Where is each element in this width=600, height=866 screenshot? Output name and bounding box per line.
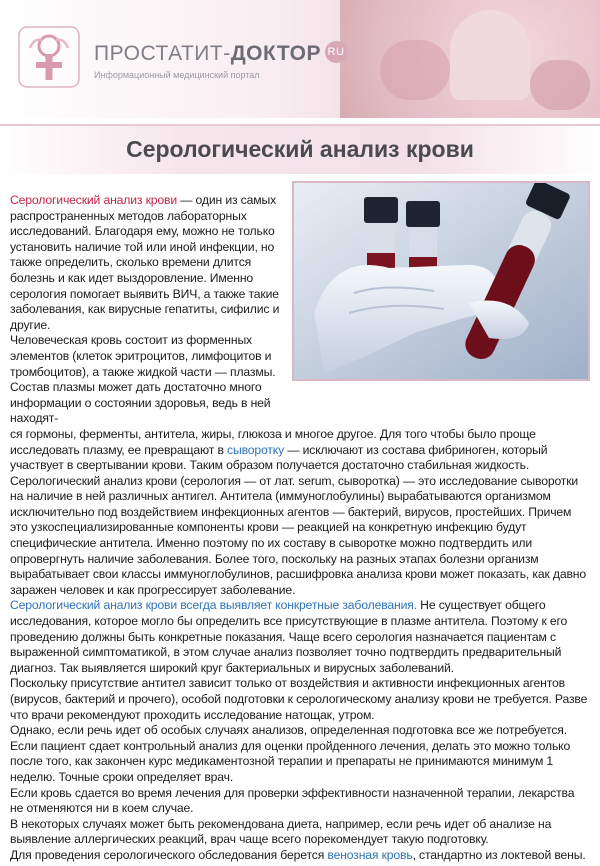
page-title: Серологический анализ крови — [126, 136, 474, 162]
paragraph-text: Не существует общего исследования, которое могло бы определить все присутствующие в плазме антитела. Поэтому к его проведению должны быть конкретные показания. Чаще всего серология назначается пациентам с выраженной симптоматикой, в этом случае анализ позволяет точно подтвердить предварительный диагноз. Так выявляется широкий круг бактериальных и вирусных заболеваний. — [10, 598, 568, 675]
paragraph-serology-definition: Серологический анализ крови (серология — от лат. serum, сыворотка) — это исследование сыворотки на наличие в ней различных антигел. Антитела (иммуноглобулины) вырабатываются организмом исключительно под воздействием инфекционных агентов — бактерий, вирусов, простейших. Причем это узкоспециализированные компоненты крови — реакцией на конкретную инфекцию будут специфические антитела. Именно поэтому по их составу в сыворотке можно подтвердить или опровергнуть наличие заболевания. Более того, поскольку на разных этапах болезни организм вырабатывает свои классы иммуноглобулинов, расшифровка анализа крови может показать, как давно заражен человек и как прогрессирует заболевание. — [10, 473, 586, 597]
paragraph-text: ся гормоны, ферменты, антитела, жиры, глюкоза и многое другое. Для того чтобы было проще исследовать плазму, ее превращают в — [10, 426, 536, 457]
paragraph-venous-blood — [10, 848, 590, 864]
highlight-sentence-link[interactable]: Серологический анализ крови всегда выявляет конкретные заболевания. — [10, 598, 417, 613]
paragraph-special-cases: Однако, если речь идет об особых случаях анализов, определенная подготовка все же потребуется. — [10, 723, 567, 738]
paragraph-text: Человеческая кровь состоит из форменных элементов (клеток эритроцитов, лимфоцитов и тромбоцитов), а также жидкой части — плазмы. Состав плазмы может дать достаточно много информации о состоянии здоровья, ведь в ней находят- — [10, 333, 276, 426]
paragraph-preparation: Поскольку присутствие антител зависит только от воздействия и активности инфекционных агентов (вирусов, бактерий и прочего), особой подготовки к серологическому анализу крови не требуется. Разве что врачи рекомендуют проходить исследование натощак, утром. — [10, 676, 588, 722]
paragraph-text: Для проведения серологического обследования берется — [10, 847, 328, 862]
paragraph-specific-diseases — [10, 598, 590, 676]
paragraph-control-analysis: Если пациент сдает контрольный анализ для оценки пройденного лечения, делать это можно только после того, как закончен курс медикаментозной терапии и препараты не принимаются минимум 1 неделю. Точные сроки определяет врач. — [10, 738, 571, 784]
logo-emblem-icon[interactable] — [18, 26, 80, 88]
venous-blood-link[interactable]: венозная кровь — [327, 847, 413, 862]
paragraph-text: , стандартно из локтевой вены. — [412, 847, 586, 862]
title-divider — [0, 124, 600, 126]
brand-left: ПРОСТАТИТ- — [94, 42, 231, 65]
brand-bold: ДОКТОР — [230, 42, 321, 65]
paragraph-blood-composition — [10, 333, 286, 427]
paragraph-diet: В некоторых случаях может быть рекомендована диета, например, если речь идет об анализе на выявление аллергических реакций, врач чаще всего порекомендует такую подготовку. — [10, 816, 552, 847]
highlight-term[interactable]: Серологический анализ крови — [10, 193, 178, 207]
brand-name[interactable] — [94, 42, 347, 66]
serum-link[interactable]: сыворотку — [227, 442, 285, 457]
header-photo — [340, 0, 600, 118]
tagline: Информационный медицинский портал — [94, 70, 260, 80]
site-header — [0, 0, 600, 118]
brand-badge: RU — [325, 41, 347, 63]
paragraph-during-treatment: Если кровь сдается во время лечения для проверки эффективности назначенной терапии, лекарства не отменяются ни в коем случае. — [10, 785, 575, 816]
paragraph-intro — [10, 193, 286, 333]
paragraph-plasma — [10, 427, 590, 474]
paragraph-text: — один из самых распространенных методов лабораторных исследований. Благодаря ему, можно не только установить наличие той или иной инфекции, но также определить, сколько времени длится болезнь и как идет выздоровление. Именно серология помогает выявить ВИЧ, а также такие заболевания, как вирусные гепатиты, сифилис и другие. — [10, 193, 280, 332]
paragraph-text: — исключают из состава фибриноген, который участвует в свертывании крови. Таким образом получается достаточно стабильная жидкость. — [10, 442, 548, 473]
article-body — [10, 193, 590, 864]
